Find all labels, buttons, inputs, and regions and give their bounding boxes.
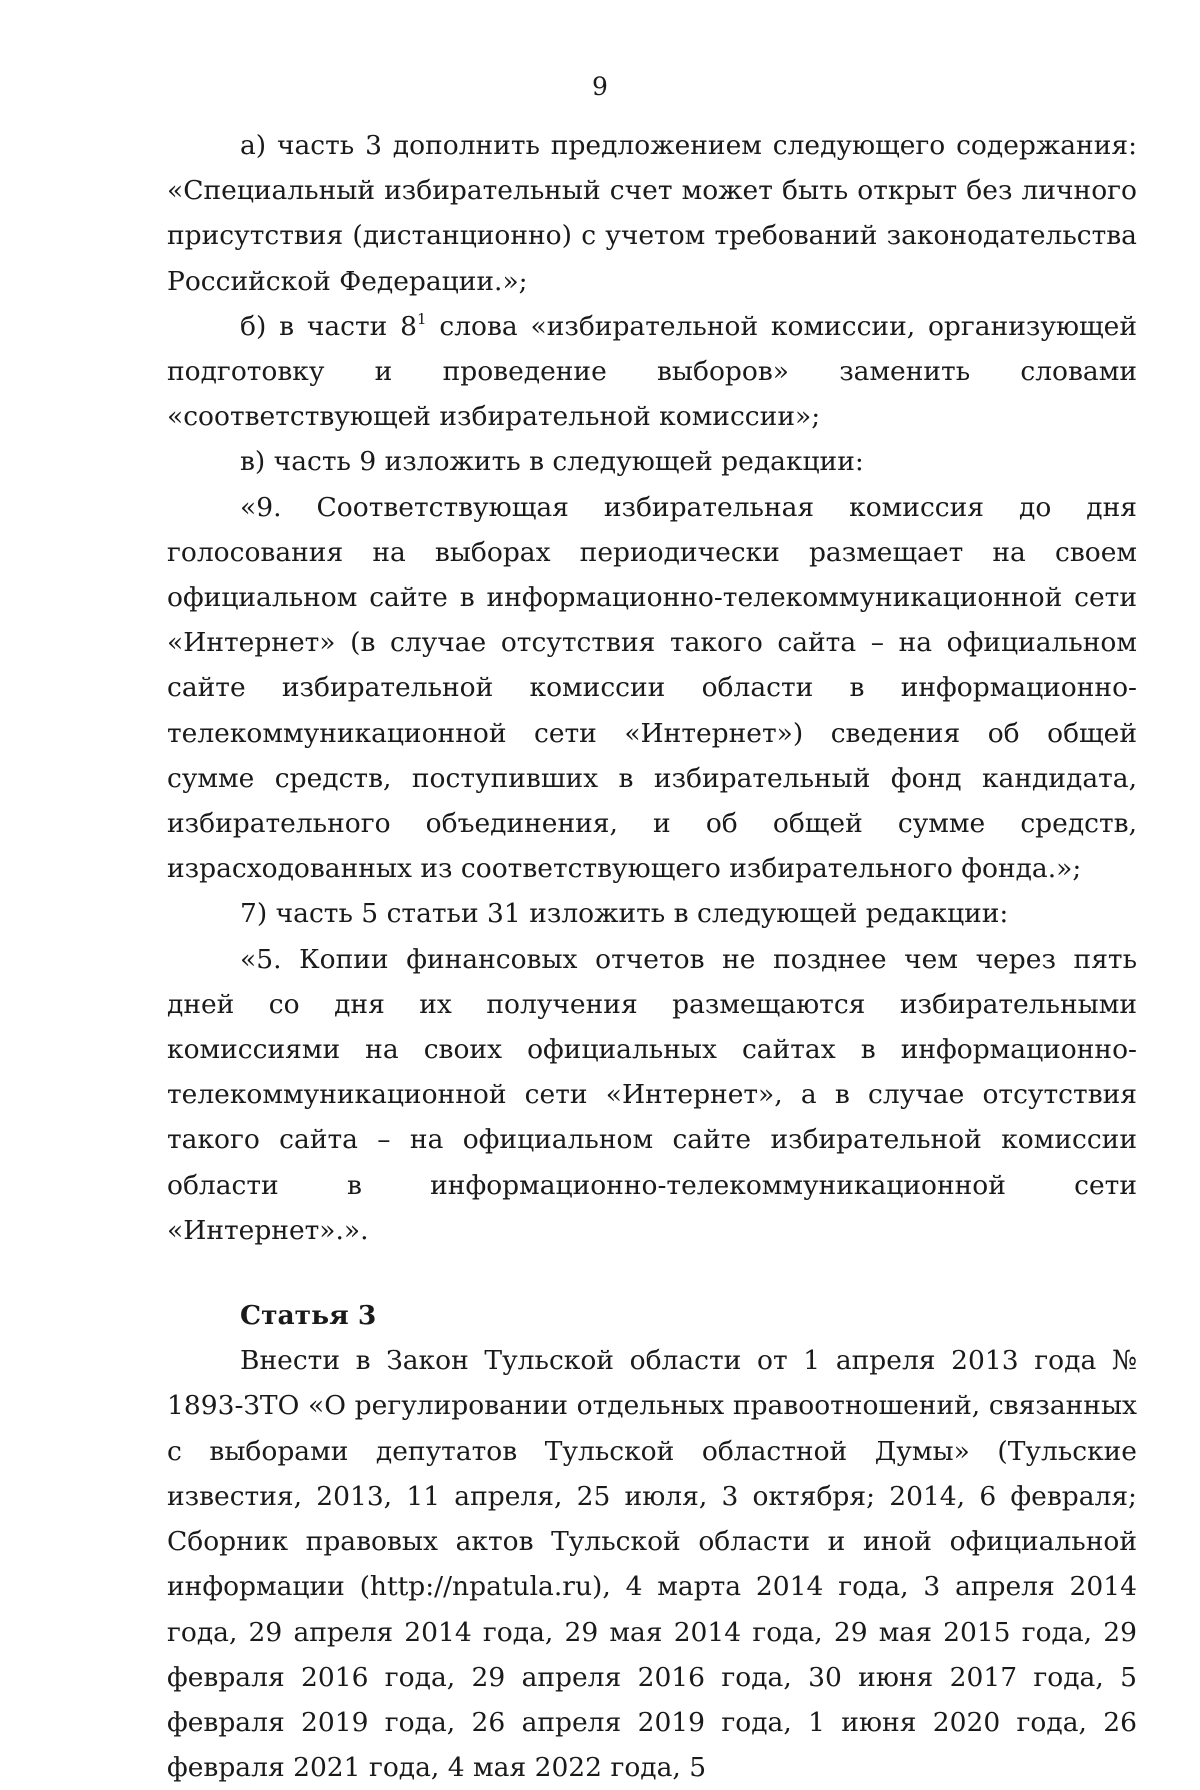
paragraph-part-5: «5. Копии финансовых отчетов не позднее чем через пять дней со дня их получения размещаются избирательными комиссиями на своих официальных сайтах в информационно-телекоммуникационной сети «Интернет», а в случае отсутствия такого сайта – на официальном сайте избирательной комиссии области в информационно-телекоммуникационной сети «Интернет».». (167, 943, 1137, 1246)
section-gap (167, 1253, 1137, 1293)
paragraph-v: в) часть 9 изложить в следующей редакции: (240, 446, 864, 478)
superscript: 1 (417, 309, 427, 328)
article-heading: Статья 3 (240, 1300, 377, 1332)
paragraph-b (167, 304, 1137, 440)
paragraph-article-3: Внести в Закон Тульской области от 1 апреля 2013 года № 1893-ЗТО «О регулировании отдельных правоотношений, связанных с выборами депутатов Тульской областной Думы» (Тульские известия, 2013, 11 апреля, 25 июля, 3 октября; 2014, 6 февраля; Сборник правовых актов Тульской области и иной официальной информации (http://npatula.ru), 4 марта 2014 года, 3 апреля 2014 года, 29 апреля 2014 года, 29 мая 2014 года, 29 мая 2015 года, 29 февраля 2016 года, 29 апреля 2016 года, 30 июня 2017 года, 5 февраля 2019 года, 26 апреля 2019 года, 1 июня 2020 года, 26 февраля 2021 года, 4 мая 2022 года, 5 (167, 1345, 1137, 1784)
paragraph-item-7: 7) часть 5 статьи 31 изложить в следующей редакции: (240, 898, 1009, 930)
paragraph-part-9: «9. Соответствующая избирательная комиссия до дня голосования на выборах периодически размещает на своем официальном сайте в информационно-телекоммуникационной сети «Интернет» (в случае отсутствия такого сайта – на официальном сайте избирательной комиссии области в информационно-телекоммуникационной сети «Интернет») сведения об общей сумме средств, поступивших в избирательный фонд кандидата, избирательного объединения, и об общей сумме средств, израсходованных из соответствующего избирательного фонда.»; (167, 491, 1137, 885)
document-body (167, 123, 1137, 1790)
paragraph-a: а) часть 3 дополнить предложением следующего содержания: «Специальный избирательный счет может быть открыт без личного присутствия (дистанционно) с учетом требований законодательства Российской Федерации.»; (167, 130, 1137, 297)
paragraph-b-start: б) в части 8 (240, 310, 417, 342)
page-number: 9 (592, 72, 608, 101)
paragraph-b-rest: слова «избирательной комиссии, организующей подготовку и проведение выборов» заменить словами «соответствующей избирательной комиссии»; (167, 310, 1137, 433)
